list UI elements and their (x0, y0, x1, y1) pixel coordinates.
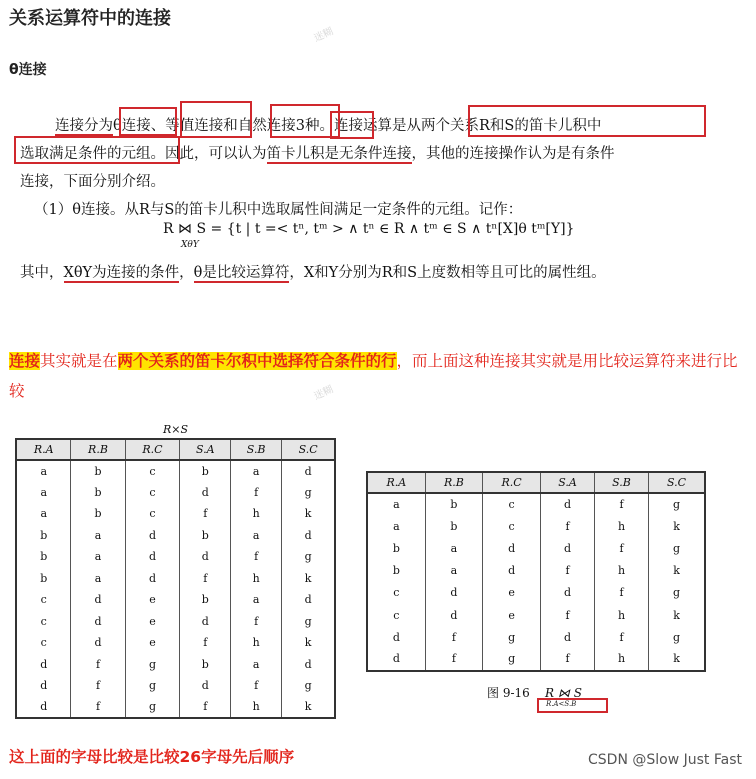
table-cell: b (16, 525, 71, 547)
table-cell: f (541, 604, 595, 626)
annotation-box (14, 136, 180, 164)
table-cell: k (282, 568, 335, 590)
table-cell: d (483, 560, 541, 582)
figure-expression: R ⋈ S (545, 686, 582, 700)
excerpt-text: 。因此，可以认为 (150, 146, 267, 162)
table-row (367, 493, 705, 515)
table-row (16, 611, 335, 633)
table-cell: b (180, 460, 231, 482)
table-cell: g (282, 546, 335, 568)
excerpt-text: ， (179, 265, 194, 281)
table-cell: f (71, 675, 125, 697)
excerpt-text: 3种 (295, 118, 320, 134)
table-cell: c (483, 515, 541, 537)
table-row (16, 589, 335, 611)
table-cell: b (180, 525, 231, 547)
table-cell: a (16, 503, 71, 525)
table-cell: k (282, 632, 335, 654)
table-cell: d (367, 648, 425, 670)
theta-join-result-table (366, 471, 706, 672)
excerpt-text: ，其他的连接操作认为是有条件 (411, 146, 615, 162)
table-cell: d (541, 626, 595, 648)
table-cell: c (16, 611, 71, 633)
table-cell: b (71, 460, 125, 482)
table-cell: g (282, 482, 335, 504)
excerpt-text: ，X和Y分别为R和S上度数相等且可比的属性组。 (289, 265, 606, 281)
column-header: S.C (282, 439, 335, 460)
watermark-text: 迷糊 (312, 26, 336, 45)
column-header: S.A (180, 439, 231, 460)
table-cell: b (367, 560, 425, 582)
formula-subscript: XθY (181, 240, 199, 250)
excerpt-text: 。连接运算是 (319, 118, 407, 134)
table-cell: b (180, 654, 231, 676)
table-cell: f (231, 611, 282, 633)
table-cell: f (71, 697, 125, 719)
table-cell: f (594, 537, 648, 559)
table-cell: a (16, 460, 71, 482)
table-cell: b (367, 537, 425, 559)
table-cell: a (71, 525, 125, 547)
table-cell: b (71, 503, 125, 525)
table-cell: d (125, 525, 180, 547)
table-cell: d (541, 493, 595, 515)
explanation-note (9, 346, 749, 406)
table-cell: g (282, 611, 335, 633)
column-header: R.B (71, 439, 125, 460)
table-cell: g (282, 675, 335, 697)
table-cell: f (425, 648, 482, 670)
table-cell: d (125, 546, 180, 568)
table-cell: f (231, 546, 282, 568)
table-cell: g (125, 697, 180, 719)
table-row (367, 560, 705, 582)
excerpt-text: 连接分为 (55, 118, 113, 134)
column-header: R.A (16, 439, 71, 460)
excerpt-text: 从两个关系R和S的笛卡儿积中 (406, 118, 602, 134)
table-cell: h (594, 604, 648, 626)
table-cell: k (649, 648, 705, 670)
excerpt-text: 和 (223, 118, 238, 134)
table-cell: g (125, 654, 180, 676)
table-cell: f (71, 654, 125, 676)
table-cell: b (71, 482, 125, 504)
column-header: R.B (425, 472, 482, 493)
highlight-text: 两个关系的笛卡尔积中选择符合条件的行 (117, 352, 397, 370)
annotation-box (330, 111, 374, 139)
excerpt-text: θ连接 (113, 118, 151, 134)
table-cell: c (125, 503, 180, 525)
table-cell: d (180, 546, 231, 568)
table-header-row (16, 439, 335, 460)
table-cell: h (231, 632, 282, 654)
table-header-row (367, 472, 705, 493)
excerpt-line-4: （1）θ连接。从R与S的笛卡儿积中选取属性间满足一定条件的元组。记作： (34, 202, 523, 218)
excerpt-text: 自然连接 (237, 118, 296, 134)
table-cell: c (16, 632, 71, 654)
table-cell: c (483, 493, 541, 515)
cartesian-product-table (15, 438, 336, 719)
table-cell: f (541, 648, 595, 670)
table-cell: c (16, 589, 71, 611)
annotation-box (180, 101, 252, 138)
table-cell: d (425, 582, 482, 604)
table-cell: b (425, 515, 482, 537)
table-cell: e (483, 604, 541, 626)
table-cell: e (125, 611, 180, 633)
table-cell: b (425, 493, 482, 515)
table-cell: f (594, 626, 648, 648)
table-row (16, 654, 335, 676)
table-cell: c (367, 604, 425, 626)
table-cell: h (231, 568, 282, 590)
excerpt-line-3: 连接，下面分别介绍。 (20, 174, 165, 190)
column-header: R.A (367, 472, 425, 493)
table-row (367, 582, 705, 604)
table-cell: h (594, 648, 648, 670)
table-cell: d (367, 626, 425, 648)
table-cell: a (425, 537, 482, 559)
table-row (16, 482, 335, 504)
table-cell: d (16, 654, 71, 676)
annotation-box (468, 105, 706, 137)
table-cell: f (180, 697, 231, 719)
table-title: R×S (163, 423, 189, 436)
table-cell: d (125, 568, 180, 590)
table-cell: f (231, 675, 282, 697)
table-cell: d (180, 675, 231, 697)
table-cell: d (282, 460, 335, 482)
column-header: S.B (594, 472, 648, 493)
table-cell: f (594, 493, 648, 515)
author-credit: CSDN @Slow Just Fast (588, 752, 742, 768)
table-row (16, 675, 335, 697)
table-cell: a (367, 493, 425, 515)
table-cell: k (649, 604, 705, 626)
excerpt-text: θ是比较运算符 (193, 265, 290, 281)
table-cell: k (649, 515, 705, 537)
table-row (16, 568, 335, 590)
table-cell: d (425, 604, 482, 626)
table-cell: e (125, 589, 180, 611)
table-cell: b (180, 589, 231, 611)
table-row (16, 460, 335, 482)
table-cell: g (649, 537, 705, 559)
table-row (367, 626, 705, 648)
annotation-box (119, 107, 177, 136)
table-cell: c (367, 582, 425, 604)
table-cell: a (231, 654, 282, 676)
table-cell: d (282, 589, 335, 611)
table-cell: a (231, 460, 282, 482)
table-cell: d (483, 537, 541, 559)
table-cell: f (231, 482, 282, 504)
table-row (16, 697, 335, 719)
column-header: R.C (125, 439, 180, 460)
column-header: S.C (649, 472, 705, 493)
table-cell: g (483, 626, 541, 648)
excerpt-text: 其中， (20, 265, 64, 281)
table-cell: b (16, 546, 71, 568)
table-row (367, 648, 705, 670)
table-cell: f (180, 568, 231, 590)
note-text: ，而上面这种连接其实就是用比较运算符来进行比较 (9, 352, 738, 400)
excerpt-line-6 (20, 261, 606, 282)
page-heading: 关系运算符中的连接 (9, 8, 171, 29)
table-cell: d (180, 482, 231, 504)
table-cell: f (541, 560, 595, 582)
footer-note: 这上面的字母比较是比较26字母先后顺序 (9, 748, 295, 766)
highlight-text: 连接 (9, 352, 41, 370)
table-cell: d (541, 582, 595, 604)
table-cell: g (649, 582, 705, 604)
excerpt-text: 选取满足条件的元组 (20, 146, 151, 162)
table-cell: d (16, 675, 71, 697)
table-cell: d (71, 589, 125, 611)
table-cell: c (125, 460, 180, 482)
table-cell: d (71, 632, 125, 654)
table-row (367, 537, 705, 559)
table-cell: g (483, 648, 541, 670)
table-cell: b (16, 568, 71, 590)
table-row (367, 515, 705, 537)
table-cell: f (425, 626, 482, 648)
table-cell: f (180, 503, 231, 525)
table-row (16, 503, 335, 525)
table-cell: g (649, 493, 705, 515)
table-cell: h (594, 560, 648, 582)
excerpt-text: XθY为连接的条件 (63, 265, 180, 281)
table-cell: h (594, 515, 648, 537)
table-cell: a (16, 482, 71, 504)
excerpt-text: 、 (150, 118, 166, 134)
column-header: R.C (483, 472, 541, 493)
excerpt-text: 笛卡儿积是无条件连接 (266, 146, 412, 162)
column-header: S.A (541, 472, 595, 493)
table-cell: d (180, 611, 231, 633)
excerpt-text: 等值连接 (165, 118, 224, 134)
table-cell: a (367, 515, 425, 537)
table-cell: f (594, 582, 648, 604)
table-cell: a (231, 589, 282, 611)
table-cell: d (16, 697, 71, 719)
table-row (16, 525, 335, 547)
table-row (16, 632, 335, 654)
table-cell: h (231, 697, 282, 719)
table-cell: a (425, 560, 482, 582)
table-row (367, 604, 705, 626)
table-cell: d (282, 654, 335, 676)
table-cell: h (231, 503, 282, 525)
table-cell: e (483, 582, 541, 604)
table-cell: k (649, 560, 705, 582)
table-cell: e (125, 632, 180, 654)
column-header: S.B (231, 439, 282, 460)
section-subheading: θ连接 (9, 62, 47, 78)
table-cell: g (125, 675, 180, 697)
table-cell: f (541, 515, 595, 537)
table-cell: f (180, 632, 231, 654)
table-cell: a (71, 546, 125, 568)
table-cell: a (71, 568, 125, 590)
table-cell: d (71, 611, 125, 633)
note-text: 其实就是在 (40, 352, 118, 370)
watermark-text: 迷糊 (312, 384, 336, 403)
table-cell: k (282, 503, 335, 525)
theta-join-formula: R ⋈ S = {t | t =< tⁿ, tᵐ > ∧ tⁿ ∈ R ∧ tᵐ ∈ S ∧ tⁿ[X]θ tᵐ[Y]} (163, 221, 575, 237)
table-cell: g (649, 626, 705, 648)
table-cell: k (282, 697, 335, 719)
table-cell: d (282, 525, 335, 547)
table-cell: c (125, 482, 180, 504)
figure-label: 图 9-16 (487, 686, 530, 700)
figure-condition: R.A<S.B (546, 700, 577, 708)
table-cell: a (231, 525, 282, 547)
table-row (16, 546, 335, 568)
table-cell: d (541, 537, 595, 559)
